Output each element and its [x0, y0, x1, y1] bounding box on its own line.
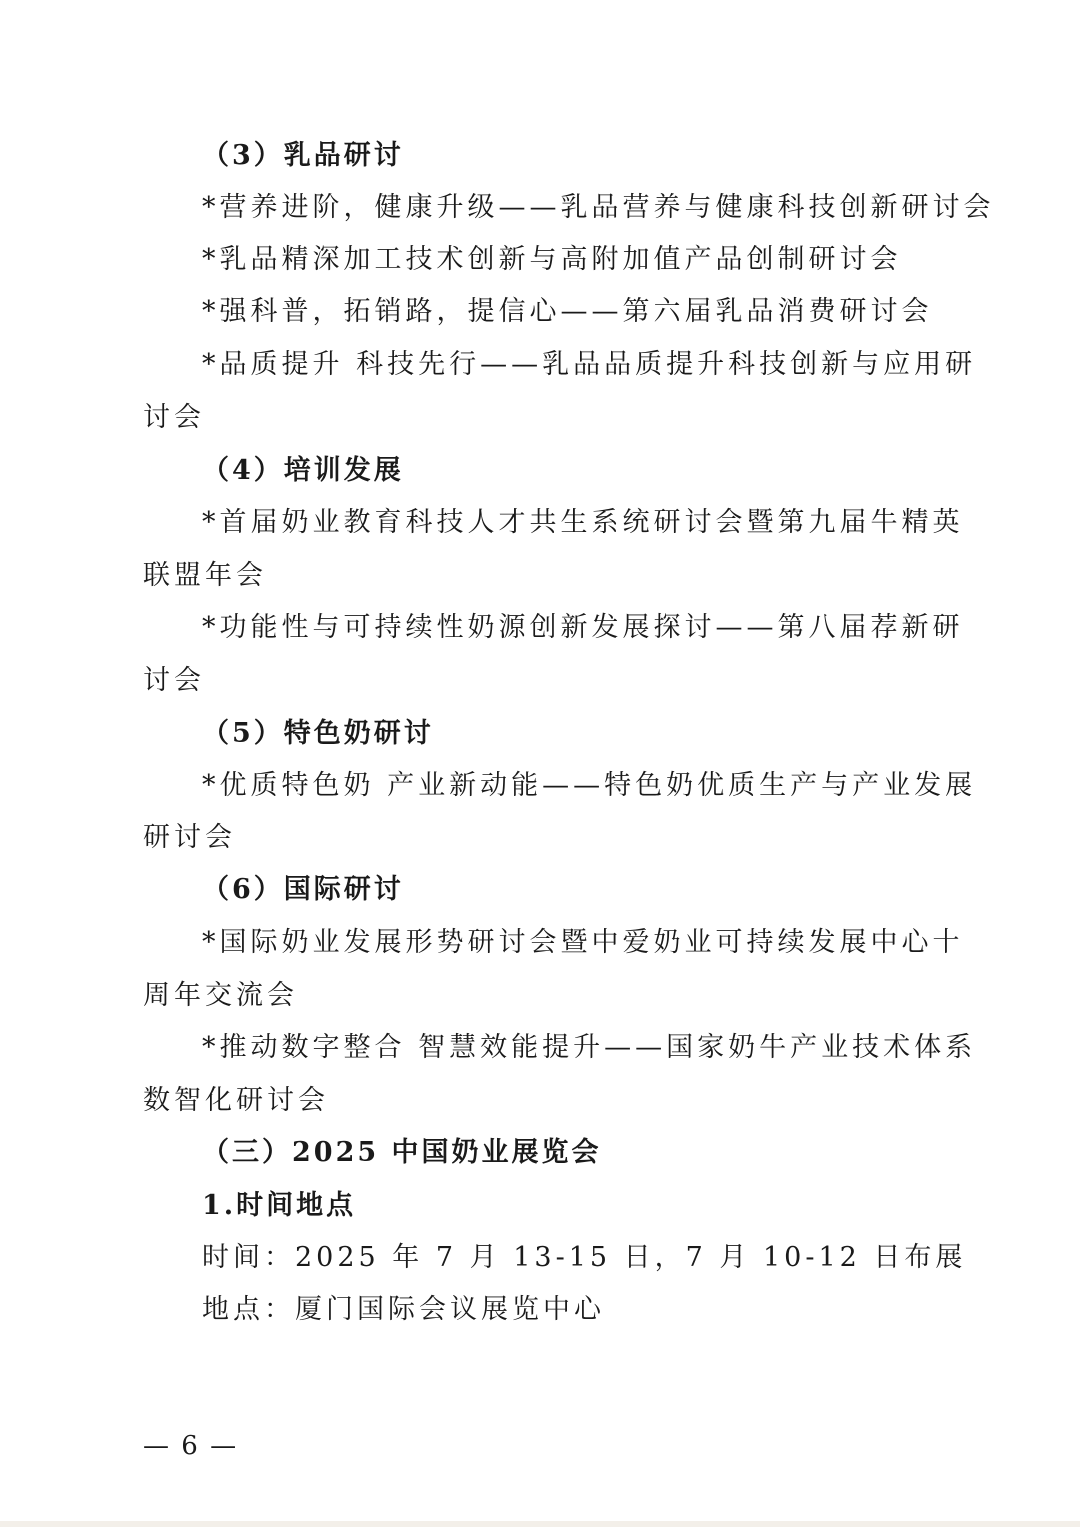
list-item: *首届奶业教育科技人才共生系统研讨会暨第九届牛精英 — [202, 507, 964, 538]
list-item-continuation: 研讨会 — [143, 822, 236, 853]
list-item-continuation: 讨会 — [143, 402, 205, 433]
list-item-continuation: 数智化研讨会 — [143, 1085, 329, 1116]
section-heading-specialty-milk: （5）特色奶研讨 — [202, 718, 434, 749]
list-item: *国际奶业发展形势研讨会暨中爱奶业可持续发展中心十 — [202, 927, 964, 958]
section-heading-dairy-seminars: （3）乳品研讨 — [202, 140, 404, 171]
section-heading-international: （6）国际研讨 — [202, 874, 404, 905]
list-item: *营养进阶，健康升级——乳品营养与健康科技创新研讨会 — [202, 192, 995, 223]
page-bottom-edge — [0, 1521, 1080, 1527]
list-item: *品质提升 科技先行——乳品品质提升科技创新与应用研 — [202, 349, 977, 380]
list-item-continuation: 联盟年会 — [143, 560, 267, 591]
list-item-continuation: 周年交流会 — [143, 980, 298, 1011]
list-item: *强科普，拓销路，提信心——第六届乳品消费研讨会 — [202, 296, 933, 327]
section-heading-expo: （三）2025 中国奶业展览会 — [202, 1137, 602, 1168]
expo-time: 时间：2025 年 7 月 13-15 日，7 月 10-12 日布展 — [202, 1242, 967, 1273]
list-item: *乳品精深加工技术创新与高附加值产品创制研讨会 — [202, 244, 902, 275]
list-item: *功能性与可持续性奶源创新发展探讨——第八届荐新研 — [202, 612, 964, 643]
section-heading-training: （4）培训发展 — [202, 455, 404, 486]
list-item: *优质特色奶 产业新动能——特色奶优质生产与产业发展 — [202, 770, 977, 801]
expo-location: 地点：厦门国际会议展览中心 — [202, 1294, 605, 1325]
list-item-continuation: 讨会 — [143, 665, 205, 696]
subsection-heading-time-place: 1.时间地点 — [202, 1190, 357, 1221]
page-number: — 6 — — [143, 1431, 239, 1461]
list-item: *推动数字整合 智慧效能提升——国家奶牛产业技术体系 — [202, 1032, 977, 1063]
